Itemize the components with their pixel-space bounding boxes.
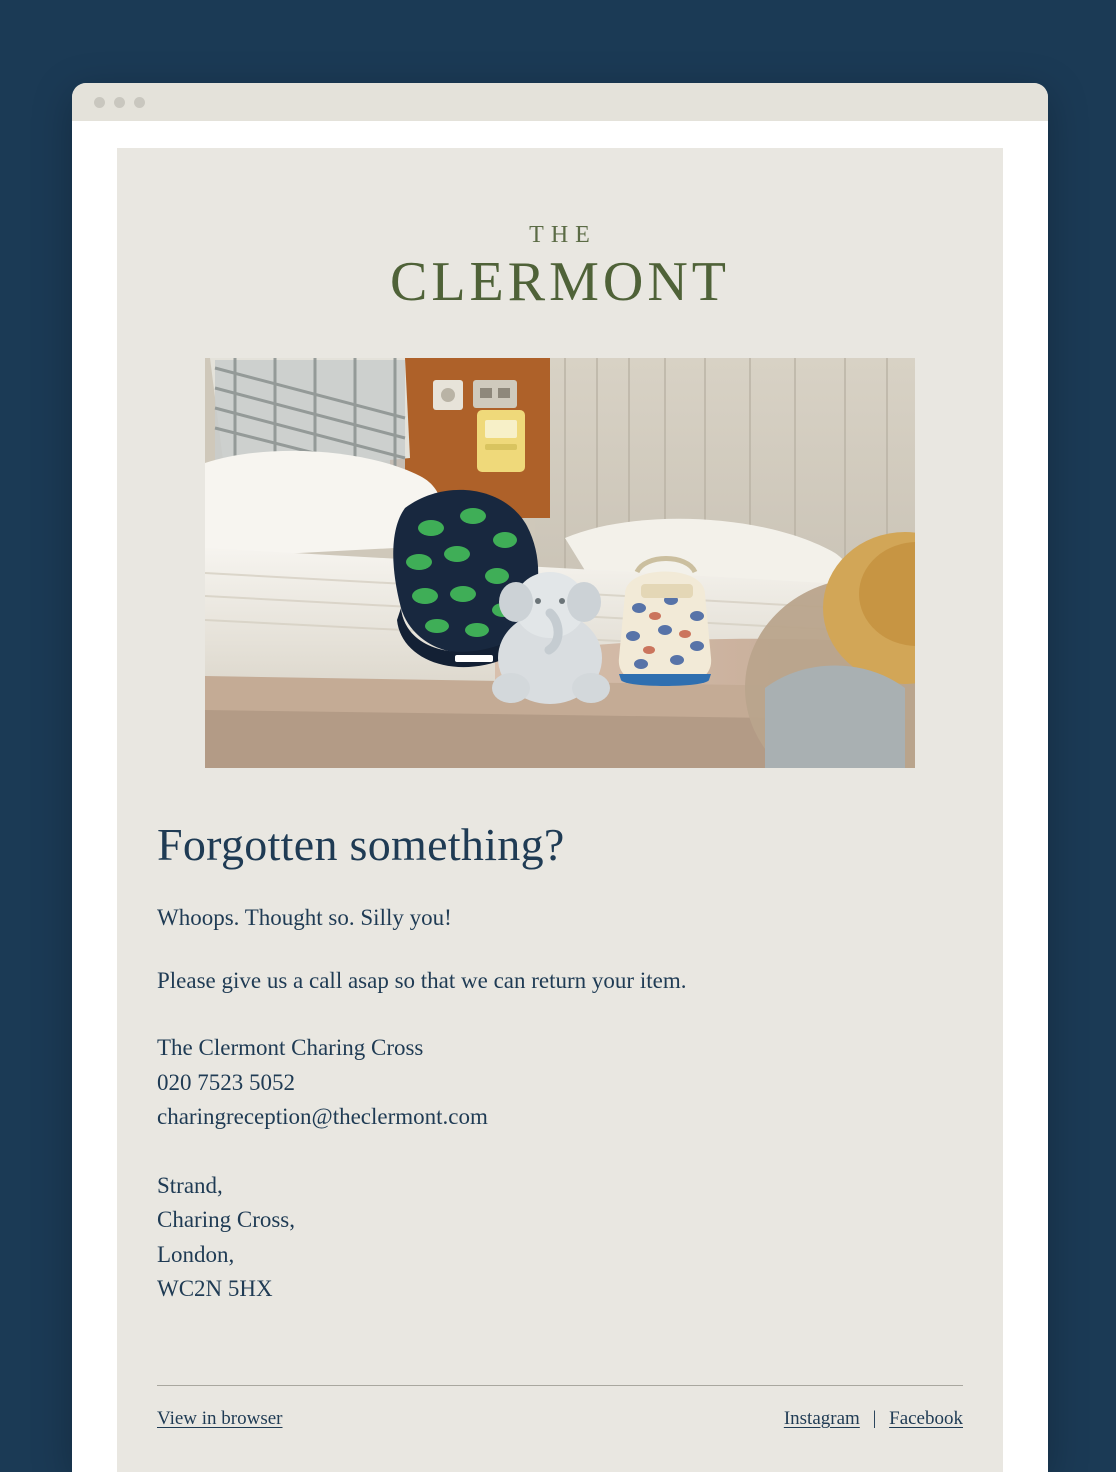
minimize-window-icon[interactable]: [114, 97, 125, 108]
footer-divider: [157, 1385, 963, 1386]
contact-hotel-name: The Clermont Charing Cross: [157, 1035, 424, 1061]
paragraph-intro: Whoops. Thought so. Silly you!: [157, 904, 452, 930]
paragraph-instruction: Please give us a call asap so that we can return your item.: [157, 968, 687, 994]
address-line-3: London,: [157, 1241, 235, 1267]
view-in-browser-link[interactable]: View in browser: [157, 1407, 283, 1429]
address-block: [157, 1169, 963, 1307]
browser-viewport: [72, 121, 1048, 1472]
page-title: Forgotten something?: [157, 818, 565, 870]
logo-line-the: THE: [529, 222, 597, 248]
hero-image: [205, 358, 915, 768]
hero-illustration: [205, 358, 915, 768]
contact-phone[interactable]: 020 7523 5052: [157, 1069, 295, 1095]
address-line-2: Charing Cross,: [157, 1207, 295, 1233]
social-links: [784, 1408, 963, 1430]
maximize-window-icon[interactable]: [134, 97, 145, 108]
window-controls: [94, 97, 145, 108]
email-content: [157, 818, 963, 1430]
address-line-1: Strand,: [157, 1172, 223, 1198]
contact-email[interactable]: charingreception@theclermont.com: [157, 1104, 488, 1130]
contact-block: [157, 1031, 963, 1135]
footer-separator: |: [872, 1407, 877, 1429]
email-body: [117, 148, 1003, 1472]
address-postcode: WC2N 5HX: [157, 1276, 273, 1302]
brand-logo[interactable]: [157, 148, 963, 312]
facebook-link[interactable]: Facebook: [889, 1407, 963, 1429]
instagram-link[interactable]: Instagram: [783, 1407, 860, 1429]
close-window-icon[interactable]: [94, 97, 105, 108]
browser-titlebar: [72, 83, 1048, 121]
email-footer: [157, 1408, 963, 1430]
browser-window: [72, 83, 1048, 1472]
logo-line-clermont: CLERMONT: [390, 251, 730, 313]
